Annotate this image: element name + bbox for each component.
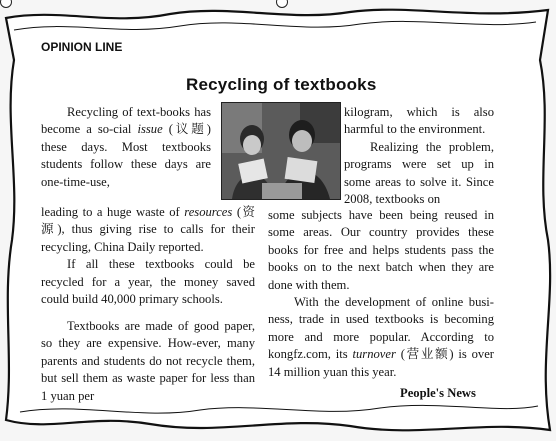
article-title: Recycling of textbooks [186, 75, 377, 94]
text-run: If all these textbooks could be recycled for a year, the money saved could build 40,000 primary schools. [41, 257, 255, 307]
text-run: Textbooks are made of good paper, so they are expensive. How-ever, many parents and students do not recycle them, but sell them as waste paper for less than 1 yuan per [41, 319, 255, 403]
text-run: Realizing the problem, programs were set up in some areas to solve it. Since 2008, textbooks on [344, 139, 494, 207]
article-photo [221, 102, 341, 200]
text-run: leading to a huge waste of [41, 205, 185, 219]
text-run: Recycling of text-books has become a so-cial [41, 105, 211, 137]
students-reading-image [222, 103, 340, 199]
article-column-1-continued [41, 204, 255, 308]
article-source: People's News [400, 386, 476, 400]
paragraph: some subjects have been being reused in some areas. Our country provides these books for free and helps students pass the books on to the next batch when they are done with them. [268, 208, 494, 292]
article-column-2 [344, 104, 494, 208]
article-column-1-bottom [41, 318, 255, 405]
keyword-turnover: turnover [352, 347, 396, 362]
paragraph: kilogram, which is also harmful to the environment. [344, 105, 494, 137]
keyword-resources: resources [184, 205, 233, 219]
section-label: OPINION LINE [41, 40, 123, 54]
keyword-issue: issue [137, 122, 163, 137]
article-column-2-continued [268, 207, 494, 381]
text-run: (营业额) is over 14 million yuan this year. [268, 347, 494, 379]
text-run: With the development of online busi-ness, trade in used textbooks is becoming more and more popular. According to kongfz.com, its [268, 295, 494, 362]
article-column-1 [41, 104, 211, 191]
text-run: (资源), thus giving rise to calls for their recycling, China Daily reported. [41, 205, 256, 254]
text-run: (议题) these days. Most textbooks students follow these days are one-time-use, [41, 122, 211, 189]
